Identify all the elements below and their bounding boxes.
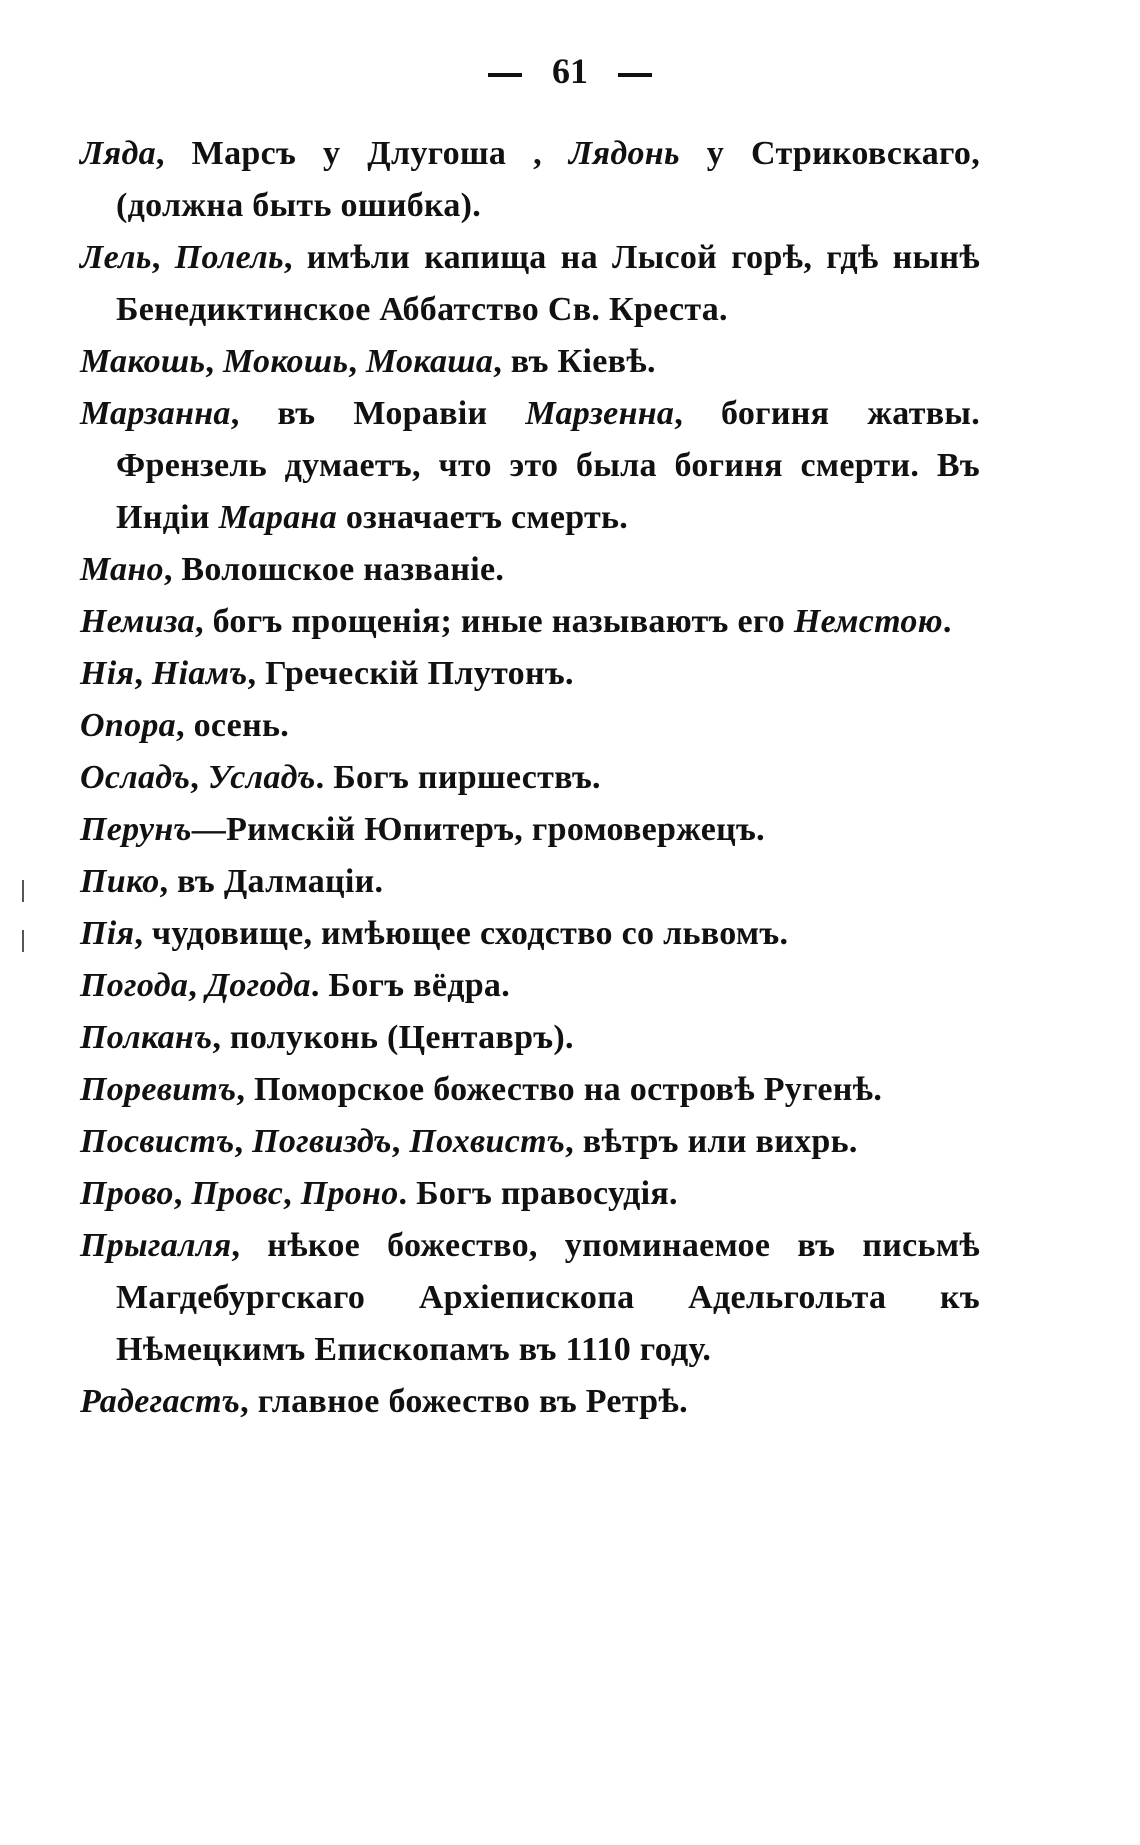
entry-text: , имѣли капища на Лысой горѣ, гдѣ нынѣ Бенедиктинское Аббатство Св. Креста. [116,239,980,328]
entry-text: , главное божество въ Ретрѣ. [240,1383,688,1420]
entry-term: Полканъ [80,1019,213,1056]
entry-text: , богъ прощенія; иные называютъ его [194,603,794,640]
glossary-entries [80,128,980,1428]
entry-term: Погода [80,967,189,1004]
entry-text: , Поморское божество на островѣ Ругенѣ. [236,1071,883,1108]
entry-text: , [234,1123,253,1160]
entry-text: , [205,343,223,380]
entry-text: , Марсъ у Длугоша , [155,135,569,172]
entry-term: Мокаша [365,343,494,380]
glossary-entry [80,908,980,960]
glossary-entry [80,752,980,804]
entry-term: Немиза [80,603,195,640]
entry-text: , въ Моравіи [230,395,526,432]
glossary-entry [80,336,980,388]
entry-text: , [391,1123,410,1160]
entry-term: Опора [80,707,176,744]
scan-mark [22,930,24,952]
entry-text: , богиня жатвы. Френзель думаетъ, что это была богиня смерти. Въ Индіи [116,395,980,536]
entry-text: , осень. [175,707,290,744]
entry-term: Поревитъ [80,1071,237,1108]
entry-term: Похвистъ [409,1123,566,1160]
entry-term: Марана [218,499,338,536]
entry-term: Мокошь [222,343,349,380]
entry-text: . Богъ вёдра. [310,967,511,1004]
entry-text: —Римскій Юпитеръ, громовержецъ. [191,811,765,848]
entry-text: , [188,967,206,1004]
glossary-entry [80,1168,980,1220]
glossary-entry [80,1116,980,1168]
entry-text: , въ Кіевѣ. [493,343,656,380]
glossary-entry [80,960,980,1012]
entry-text: . [942,603,952,640]
entry-term: Макошь [80,343,206,380]
entry-text: , [348,343,366,380]
glossary-entry [80,128,980,232]
entry-text: , [190,759,208,796]
glossary-entry [80,232,980,336]
entry-text: , Греческій Плутонъ. [247,655,574,692]
entry-text: означаетъ смерть. [337,499,629,536]
glossary-entry [80,1220,980,1376]
entry-term: Прыгалля [80,1227,232,1264]
entry-term: Марзенна [525,395,675,432]
page-number: 61 [552,51,588,91]
entry-text: , полуконь (Центавръ). [212,1019,574,1056]
entry-text: . Богъ правосудія. [398,1175,678,1212]
glossary-entry [80,1012,980,1064]
entry-term: Догода [205,967,311,1004]
entry-term: Пико [80,863,160,900]
entry-text: , [151,239,175,276]
entry-term: Ніамъ [151,655,248,692]
glossary-entry [80,700,980,752]
entry-text: , [283,1175,301,1212]
entry-text: , въ Далмаціи. [159,863,384,900]
glossary-entry [80,1064,980,1116]
glossary-entry [80,596,980,648]
entry-term: Лядонь [568,135,680,172]
entry-term: Нія [80,655,135,692]
page-header [0,50,1140,92]
entry-term: Немстою [793,603,943,640]
entry-term: Усладъ [207,759,316,796]
entry-term: Радегастъ [80,1383,241,1420]
entry-term: Ляда [80,135,156,172]
entry-term: Марзанна [80,395,231,432]
glossary-entry [80,804,980,856]
entry-term: Пія [80,915,135,952]
entry-term: Погвиздъ [252,1123,392,1160]
entry-text: , [134,655,152,692]
entry-text: . Богъ пиршествъ. [315,759,601,796]
entry-term: Лель [80,239,152,276]
glossary-entry [80,856,980,908]
entry-text: , [173,1175,192,1212]
entry-text: , чудовище, имѣющее сходство со львомъ. [134,915,789,952]
entry-text: у Стриковскаго, (должна быть ошибка). [116,135,980,224]
entry-term: Осладъ [80,759,191,796]
scan-mark [22,880,24,902]
entry-term: Проно [300,1175,399,1212]
entry-term: Мано [80,551,164,588]
glossary-entry [80,388,980,544]
entry-text: , Волошское названіе. [163,551,505,588]
entry-term: Полель [174,239,284,276]
entry-term: Провс [191,1175,284,1212]
header-dash-right [618,73,652,77]
glossary-entry [80,648,980,700]
header-dash-left [488,73,522,77]
entry-term: Прово [80,1175,174,1212]
entry-text: , нѣкое божество, упоминаемое въ письмѣ Магдебургскаго Архіепископа Адельгольта къ Нѣмецкимъ Епископамъ въ 1110 году. [116,1227,980,1368]
glossary-entry [80,544,980,596]
entry-text: , вѣтръ или вихрь. [565,1123,858,1160]
entry-term: Посвистъ [80,1123,235,1160]
glossary-entry [80,1376,980,1428]
entry-term: Перунъ [80,811,192,848]
